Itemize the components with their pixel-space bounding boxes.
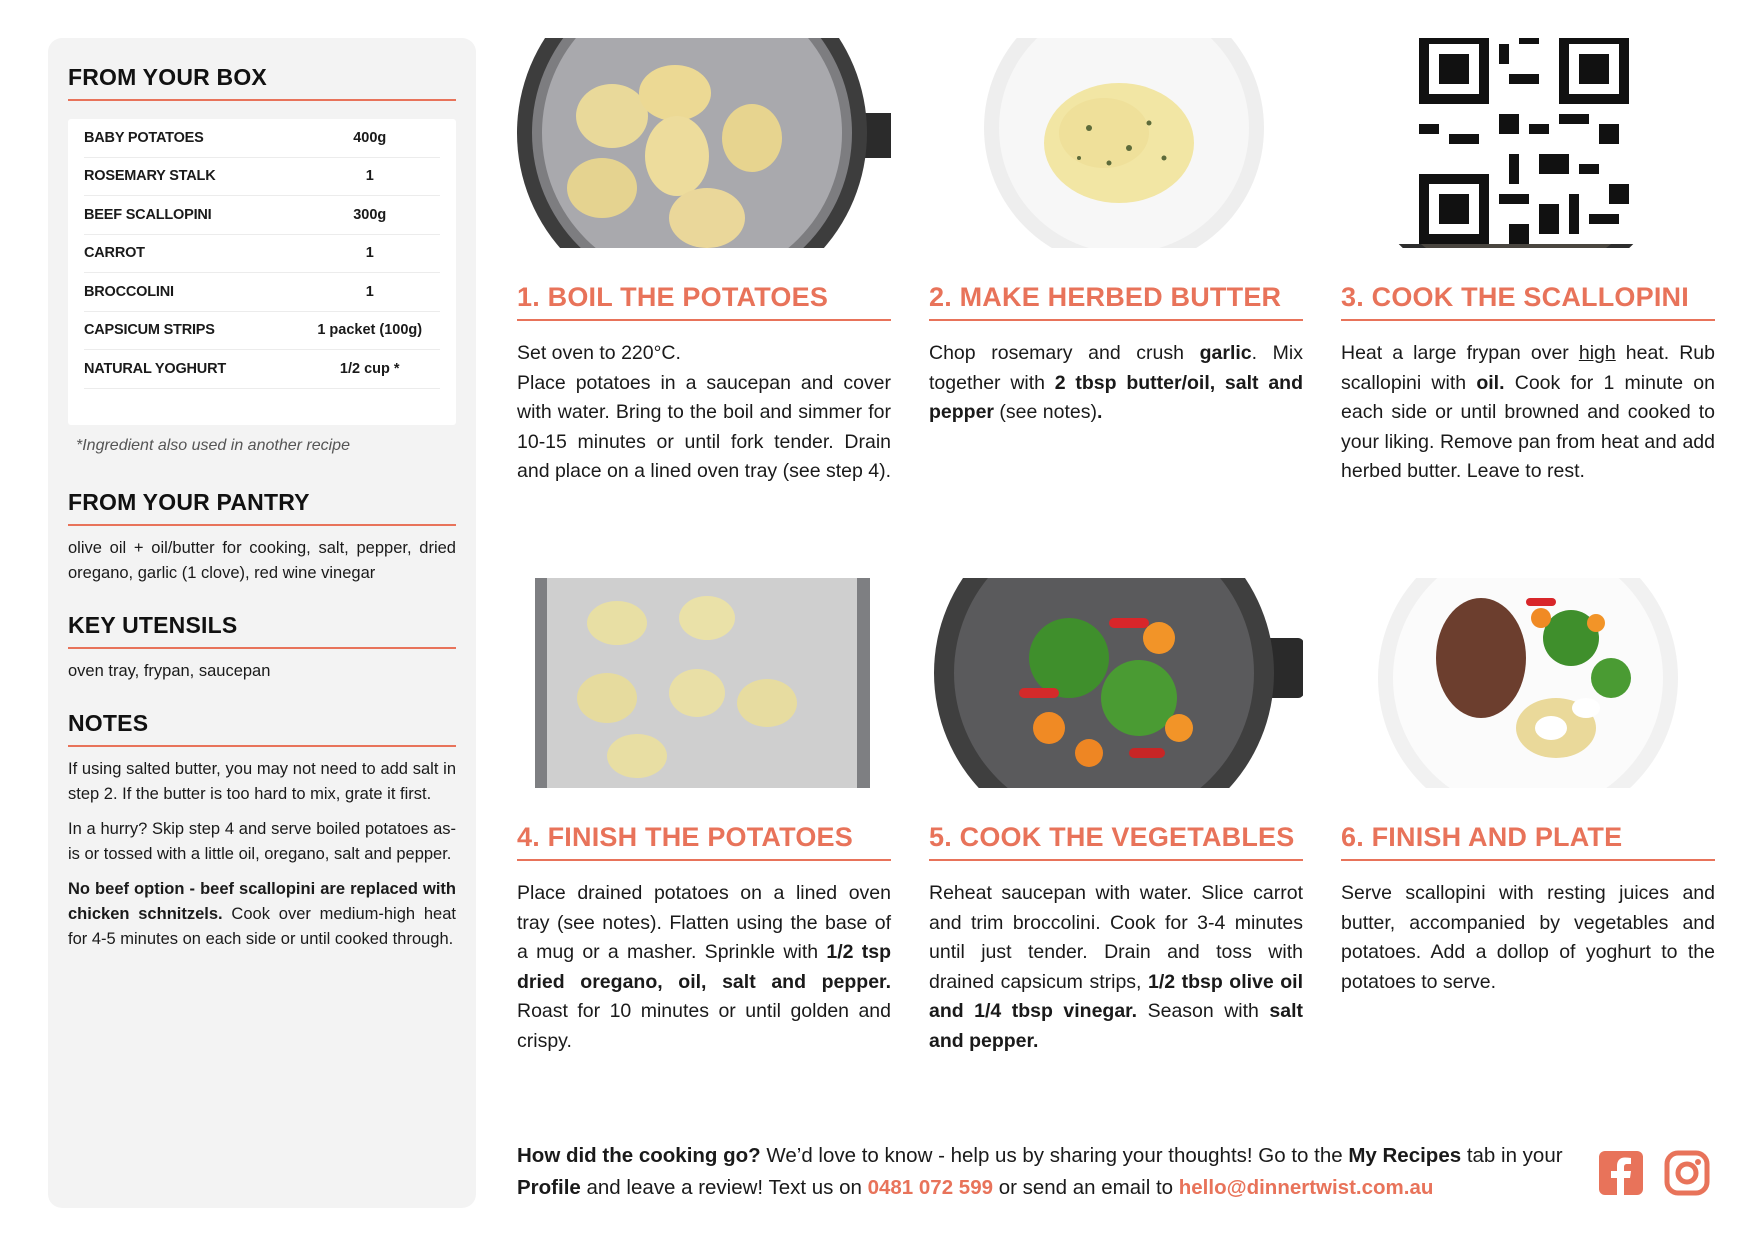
- feedback-footer: [517, 1140, 1577, 1204]
- pantry-section: [68, 489, 456, 586]
- step-5: [929, 578, 1303, 1056]
- ingredient-qty: 1: [365, 245, 374, 262]
- step-1-line-1: Set oven to 220°C.: [517, 342, 681, 364]
- ingredient-qty: 1: [365, 283, 374, 300]
- sidebar: [48, 38, 476, 1208]
- text-run-bold: 1/2 tbsp olive oil and 1/4 tbsp vinegar.: [929, 970, 1303, 1022]
- table-row: [84, 235, 440, 274]
- qr-code-icon[interactable]: [1341, 38, 1711, 244]
- text-run: tab in your: [1461, 1144, 1563, 1167]
- ingredient-qty: 300g: [353, 206, 387, 223]
- step-4-text: [517, 879, 891, 1056]
- note-3: [68, 877, 456, 952]
- step-3-title: 3. COOK THE SCALLOPINI: [1341, 282, 1715, 321]
- facebook-icon[interactable]: [1598, 1150, 1644, 1196]
- step-2-text: [929, 339, 1303, 428]
- step-2-title: 2. MAKE HERBED BUTTER: [929, 282, 1303, 321]
- text-run: or send an email to: [993, 1176, 1179, 1199]
- social-links: [1598, 1150, 1710, 1196]
- vegetables-in-saucepan-image: [929, 578, 1303, 788]
- note-1: If using salted butter, you may not need to add salt in step 2. If the butter is too hard to mix, grate it first.: [68, 759, 456, 803]
- instagram-icon[interactable]: [1664, 1150, 1710, 1196]
- step-6: [1341, 578, 1715, 997]
- smashed-potatoes-tray-image: [517, 578, 891, 788]
- ingredient-qty: 1: [365, 168, 374, 185]
- text-run: Cook for 1 minute on each side or until browned and cooked to your liking. Remove pan from heat and add herbed butter. Leave to rest.: [1341, 371, 1715, 482]
- phone-link[interactable]: 0481 072 599: [867, 1176, 993, 1199]
- table-row: [84, 350, 440, 389]
- text-run-bold: 2 tbsp butter/oil, salt and pepper: [929, 371, 1303, 423]
- potatoes-in-saucepan-image: [517, 38, 891, 248]
- step-1-title: 1. BOIL THE POTATOES: [517, 282, 891, 321]
- step-4-title: 4. FINISH THE POTATOES: [517, 822, 891, 861]
- text-run-bold: oil.: [1476, 371, 1505, 394]
- step-1-text: [517, 339, 891, 487]
- text-run-bold: How did the cooking go?: [517, 1144, 761, 1167]
- note-3-rest: Cook over medium-high heat for 4-5 minutes on each side or until cooked through.: [68, 904, 456, 948]
- herbed-butter-bowl-image: [929, 38, 1303, 248]
- table-row: [84, 196, 440, 235]
- ingredient-name: BROCCOLINI: [84, 283, 174, 300]
- text-run-bold: Profile: [517, 1176, 581, 1199]
- utensils-section: [68, 612, 456, 684]
- ingredient-qty: 400g: [353, 129, 387, 146]
- text-run-bold: 1/2 tsp dried oregano, oil, salt and pepper.: [517, 941, 891, 993]
- notes-section: [68, 710, 456, 952]
- plated-dish-image: [1341, 578, 1715, 788]
- table-row-empty: [84, 389, 440, 425]
- step-3-text: [1341, 339, 1715, 487]
- table-row: [84, 158, 440, 197]
- step-5-title: 5. COOK THE VEGETABLES: [929, 822, 1303, 861]
- step-4-photo: [517, 578, 891, 788]
- text-run: Season with: [1137, 1000, 1270, 1022]
- table-row: [84, 273, 440, 312]
- ingredient-name: BEEF SCALLOPINI: [84, 206, 212, 223]
- step-1: [517, 38, 891, 487]
- step-2-photo: [929, 38, 1303, 248]
- note-2: In a hurry? Skip step 4 and serve boiled potatoes as-is or tossed with a little oil, oregano, salt and pepper.: [68, 819, 456, 863]
- pantry-title: FROM YOUR PANTRY: [68, 489, 456, 526]
- from-your-box-title: FROM YOUR BOX: [68, 64, 456, 101]
- text-run: Roast for 10 minutes or until golden and crispy.: [517, 1000, 891, 1052]
- pantry-text: olive oil + oil/butter for cooking, salt, pepper, dried oregano, garlic (1 clove), red wine vinegar: [68, 538, 456, 582]
- ingredient-name: BABY POTATOES: [84, 129, 204, 146]
- ingredient-name: CARROT: [84, 245, 145, 262]
- step-1-line-2: Place potatoes in a saucepan and cover with water. Bring to the boil and simmer for 10-15 minutes or until fork tender. Drain and place on a lined oven tray (see step 4).: [517, 371, 891, 482]
- utensils-title: KEY UTENSILS: [68, 612, 456, 649]
- text-run: We’d love to know - help us by sharing your thoughts! Go to the: [760, 1144, 1349, 1167]
- text-run: heat. Rub scallopini with: [1341, 342, 1715, 394]
- text-run-bold: .: [1096, 401, 1103, 423]
- ingredients-table: [68, 119, 456, 425]
- step-6-title: 6. FINISH AND PLATE: [1341, 822, 1715, 861]
- step-6-text: Serve scallopini with resting juices and butter, accompanied by vegetables and potatoes. Add a dollop of yoghurt to the potatoes to serve.: [1341, 882, 1715, 993]
- step-5-text: [929, 879, 1303, 1056]
- utensils-text: oven tray, frypan, saucepan: [68, 661, 271, 680]
- ingredient-qty: 1 packet (100g): [317, 322, 423, 339]
- text-run: . Mix together with: [929, 342, 1303, 394]
- text-run: Place drained potatoes on a lined oven tray (see notes). Flatten using the base of a mug or a masher. Sprinkle with: [517, 882, 891, 963]
- text-run-underline: high: [1578, 342, 1616, 364]
- text-run: Reheat saucepan with water. Slice carrot and trim broccolini. Cook for 3-4 minutes until just tender. Drain and toss with drained capsicum strips,: [929, 882, 1303, 993]
- text-run: Chop rosemary and crush: [929, 342, 1200, 364]
- step-3: [1341, 38, 1715, 487]
- text-run-bold: My Recipes: [1348, 1144, 1462, 1167]
- email-link[interactable]: hello@dinnertwist.com.au: [1178, 1176, 1434, 1199]
- text-run: and leave a review! Text us on: [580, 1176, 868, 1199]
- step-2: [929, 38, 1303, 428]
- footnote: *Ingredient also used in another recipe: [76, 436, 350, 454]
- notes-text: [68, 757, 456, 952]
- step-6-photo: [1341, 578, 1715, 788]
- text-run-bold: garlic: [1199, 342, 1252, 364]
- ingredient-name: CAPSICUM STRIPS: [84, 322, 215, 339]
- step-4: [517, 578, 891, 1056]
- text-run: (see notes): [994, 401, 1097, 423]
- text-run-bold: salt and pepper.: [929, 1000, 1303, 1052]
- notes-title: NOTES: [68, 710, 456, 747]
- step-3-photo: [1341, 38, 1715, 248]
- table-row: [84, 312, 440, 351]
- ingredient-qty: 1/2 cup *: [339, 360, 400, 377]
- ingredient-name: NATURAL YOGHURT: [84, 360, 227, 377]
- text-run: Heat a large frypan over: [1341, 342, 1579, 364]
- step-1-photo: [517, 38, 891, 248]
- note-3-bold: No beef option - beef scallopini are replaced with chicken schnitzels.: [68, 879, 456, 923]
- ingredient-name: ROSEMARY STALK: [84, 168, 216, 185]
- table-row: [84, 119, 440, 158]
- step-5-photo: [929, 578, 1303, 788]
